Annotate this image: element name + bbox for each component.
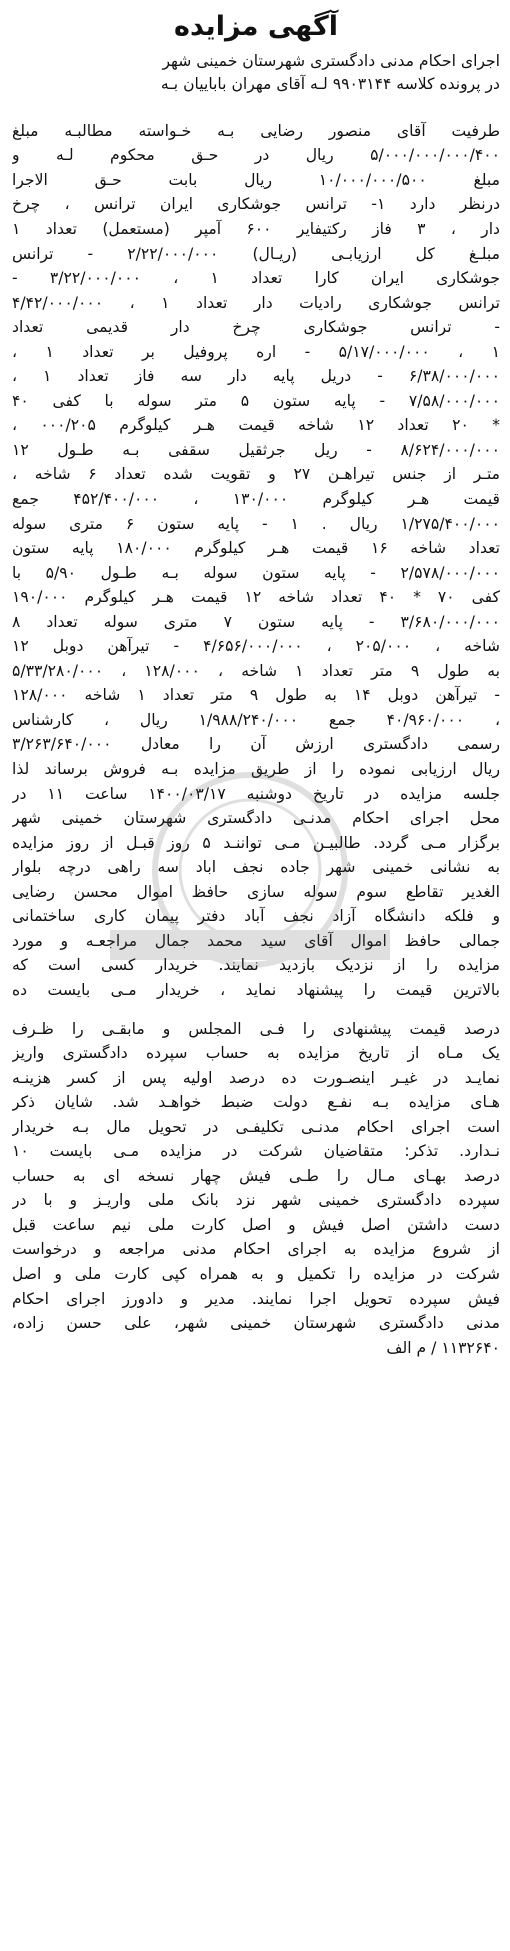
body-line: ۸/۶۲۴/۰۰۰/۰۰۰ - ریل جرثقیل سقفی بـه طـول ۱۲ xyxy=(12,440,500,459)
body-line: طرفیت آقای منصور رضایی بـه خـواسته مطالبـه مبلغ xyxy=(12,121,500,140)
body-line: - ترانس جوشکاری چرخ دار قدیمی تعداد xyxy=(12,318,500,337)
body-line: برگزار مـی گردد. طالبیـن مـی تواننـد ۵ روز قبـل از روز مزایده xyxy=(12,833,500,852)
body-line: ترانس جوشکاری رادیات دار تعداد ۱ ، ۴/۴۲/۰۰۰/۰۰۰ xyxy=(12,293,500,312)
body-line: قیمت هـر کیلوگرم ۱۳۰/۰۰۰ ، ۴۵۲/۴۰۰/۰۰۰ جمع xyxy=(12,490,500,509)
body-line: از شروع مزایده به اجرای احکام مدنی مراجعه و درخواست xyxy=(12,1240,500,1259)
body-line: جوشکاری ایران کارا تعداد ۱ ، ۳/۲۲/۰۰۰/۰۰۰ - xyxy=(12,269,500,288)
notice-title: آگهی مزایده xyxy=(174,11,338,42)
body-line: مبلغ ۱۰/۰۰۰/۰۰۰/۵۰۰ ریال بابت حـق الاجرا xyxy=(12,170,500,189)
body-line: ۱/۲۷۵/۴۰۰/۰۰۰ ریال . ۱ - پایه ستون ۶ متری سوله xyxy=(12,514,500,533)
body-line: ۷/۵۸/۰۰۰/۰۰۰ - پایه ستون ۵ متر سوله با کفی ۴۰ xyxy=(12,391,500,410)
notice-body xyxy=(12,119,500,1360)
body-line: جمالی حافظ اموال آقای سید محمد جمال مراجعـه و مورد xyxy=(12,931,500,950)
intro-line: در پرونده کلاسه ۹۹۰۳۱۴۴ لـه آقای مهران باباییان بـه xyxy=(160,75,500,94)
body-line: ۵/۰۰۰/۰۰۰/۰۰۰/۴۰۰ ریال در حـق محکوم لـه و xyxy=(12,146,500,165)
body-line: مبلـغ کل ارزیابـی (ریـال) ۲/۲۲/۰۰۰/۰۰۰ - ترانس xyxy=(12,244,500,263)
body-line: سپرده دادگستری خمینی شهر نزد بانک ملی واریـز و با در xyxy=(12,1191,500,1210)
body-line: نمایـد در غیـر اینصـورت ده درصد اولیه پس از کسر هزینـه xyxy=(12,1068,500,1087)
body-line: درصد بهـای مـال را طـی فیش چهار نسخه ای به حساب xyxy=(12,1166,500,1185)
body-line: به نشانی خمینی شهر جاده نجف اباد سه راهی درچه بلوار xyxy=(12,858,500,877)
body-line: شرکت در مزایده را تکمیل و به همراه کپی کارت ملی و اصل xyxy=(12,1264,500,1283)
body-line: و فلکه دانشگاه آزاد نجف آباد دفتر پیمان کاری ساختمانی xyxy=(12,907,500,926)
body-line: کفی ۷۰ * ۴۰ تعداد شاخه ۱۲ قیمت هـر کیلوگرم ۱۹۰/۰۰۰ xyxy=(12,588,500,607)
body-line: متـر از جنس تیراهـن ۲۷ و تقویت شده تعداد ۶ شاخه ، xyxy=(12,465,500,484)
body-line: مزایده را از نزدیک بازدید نمایند. خریدار کسی است که xyxy=(12,956,500,975)
body-line: درصد قیمت پیشنهادی را فـی المجلس و مابقـی را ظـرف xyxy=(12,1019,500,1038)
body-line: بالاترین قیمت را پیشنهاد نماید ، خریدار مـی بایست ده xyxy=(12,980,500,999)
body-line: ۶/۳۸/۰۰۰/۰۰۰ - دریل پایه دار سه فاز تعداد ۱ ، xyxy=(12,367,500,386)
notice-intro xyxy=(12,50,500,97)
body-line: به طول ۹ متر تعداد ۱ شاخه ، ۱۲۸/۰۰۰ ، ۵/۳۳/۲۸۰/۰۰۰ xyxy=(12,661,500,680)
body-line: ریال ارزیابی نموده را از طریق مزایده بـه فروش برساند لذا xyxy=(12,760,500,779)
body-line: یک مـاه از تاریخ مزایده به حساب سپرده دادگستری واریز xyxy=(12,1044,500,1063)
body-line: درنظر دارد ۱- ترانس جوشکاری ایران ترانس ، چرخ xyxy=(12,195,500,214)
body-line: ۱۱۳۲۶۴۰ / م الف xyxy=(386,1338,500,1357)
body-line: ۲/۵۷۸/۰۰۰/۰۰۰ - پایه ستون سوله بـه طـول ۵/۹۰ با xyxy=(12,563,500,582)
body-line: دار ، ۳ فاز رکتیفایر ۶۰۰ آمپر (مستعمل) تعداد ۱ xyxy=(12,220,500,238)
body-line: شاخه ، ۲۰۵/۰۰۰ ، ۴/۶۵۶/۰۰۰/۰۰۰ - تیرآهن دوبل ۱۲ xyxy=(12,637,500,656)
body-line: - تیرآهن دوبل ۱۴ به طول ۹ متر تعداد ۱ شاخه ۱۲۸/۰۰۰ xyxy=(12,686,500,705)
body-line: هـای مزایده بـه نفـع دولت ضبط خواهـد شد. شایان ذکر xyxy=(12,1093,500,1112)
intro-line: اجرای احکام مدنی دادگستری شهرستان خمینی شهر xyxy=(162,52,500,70)
body-line: نـدارد. تذکر: متقاضیان شرکت در مزایده مـی بایست ۱۰ xyxy=(12,1142,500,1161)
body-line: محل اجرای احکام مدنـی دادگستری شهرستان خمینی شهر xyxy=(12,809,500,828)
body-line: رسمی دادگستری ارزش آن را معادل ۳/۲۶۳/۶۴۰/۰۰۰ xyxy=(12,735,500,754)
body-line: ، ۴۰/۹۶۰/۰۰۰ جمع ۱/۹۸۸/۲۴۰/۰۰۰ ریال ، کارشناس xyxy=(12,710,500,729)
column-break xyxy=(12,1003,500,1017)
body-line: تعداد شاخه ۱۶ قیمت هـر کیلوگرم ۱۸۰/۰۰۰ پایه ستون xyxy=(12,539,500,558)
body-line: * ۲۰ تعداد ۱۲ شاخه قیمت هـر کیلوگرم ۰۰۰/۲۰۵ ، xyxy=(12,416,500,435)
body-line: جلسه مزایده در تاریخ دوشنبه ۱۴۰۰/۰۳/۱۷ ساعت ۱۱ در xyxy=(12,784,500,803)
body-line: ۳/۶۸۰/۰۰۰/۰۰۰ - پایه ستون ۷ متری سوله تعداد ۸ xyxy=(12,612,500,631)
body-line: است اجرای احکام مدنـی تکلیفـی در تحویل مال بـه خریدار xyxy=(12,1117,500,1136)
body-line: دست داشتن اصل فیش و اصل کارت ملی نیم ساعت قبل xyxy=(12,1215,500,1234)
body-line: فیش سپرده تحویل اجرا نمایند. مدیر و دادورز اجرای احکام xyxy=(12,1289,500,1308)
body-line: مدنی دادگستری شهرستان خمینی شهر، علی حسن زاده، xyxy=(12,1314,500,1333)
body-line: ۱ ، ۵/۱۷/۰۰۰/۰۰۰ - اره پروفیل بر تعداد ۱ ، xyxy=(12,342,500,361)
body-line: الغدیر تقاطع سوم سوله سازی حافظ اموال محسن رضایی xyxy=(12,882,500,901)
